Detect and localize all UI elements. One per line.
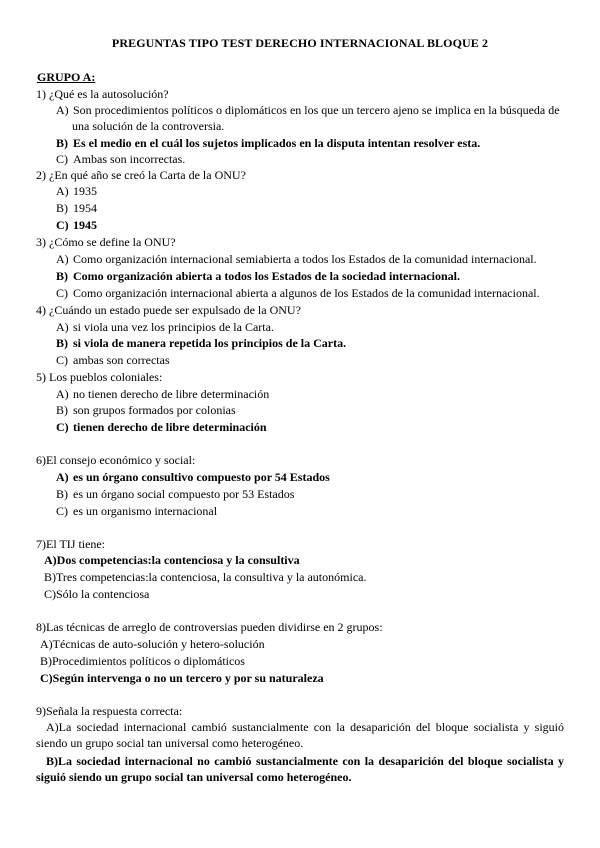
option-label: B) [56,403,68,417]
option-text: Como organización internacional semiabierta a todos los Estados de la comunidad internacional. [73,252,537,266]
option-text: es un organismo internacional [73,504,218,518]
option-label: A) [56,320,69,334]
option-text: son grupos formados por colonias [73,403,236,417]
q3-option-b-correct [56,268,460,284]
option-label: C) [56,218,69,232]
q2-option-a [56,183,97,199]
q8-option-b: B)Procedimientos políticos o diplomáticos [40,654,245,668]
q8-option-a: A)Técnicas de auto-solución y hetero-solución [40,637,265,651]
option-text: es un órgano social compuesto por 53 Estados [73,487,295,501]
q9-option-b-correct: B)La sociedad internacional no cambió sustancialmente con la desaparición del bloque socialista y siguió siendo un grupo social tan universal como heterogéneo. [36,754,564,784]
option-text: 1935 [73,184,97,198]
option-label: A) [56,184,69,198]
option-label: C) [56,286,68,300]
q7-option-a-correct: A)Dos competencias:la contenciosa y la consultiva [44,553,300,567]
option-text: Ambas son incorrectas. [73,152,186,166]
option-label: C) [56,420,69,434]
option-label: B) [56,136,68,150]
q2-option-b [56,200,97,216]
question-1: 1) ¿Qué es la autosolución? [36,87,169,101]
q6-option-a-correct [56,469,330,485]
question-7: 7)El TIJ tiene: [36,537,106,551]
option-text: no tienen derecho de libre determinación [73,387,270,401]
group-heading: GRUPO A: [37,70,96,84]
question-9: 9)Señala la respuesta correcta: [36,704,183,718]
option-label: B) [56,487,68,501]
q6-option-c [56,503,217,519]
option-label: C) [56,353,68,367]
option-text: 1945 [73,218,97,232]
option-label: C) [56,504,68,518]
q7-option-b: B)Tres competencias:la contenciosa, la consultiva y la autonómica. [44,570,367,584]
option-text: tienen derecho de libre determinación [73,420,267,434]
q2-option-c-correct [56,217,97,233]
question-3: 3) ¿Cómo se define la ONU? [36,235,176,249]
q8-option-c-correct: C)Según intervenga o no un tercero y por su naturaleza [40,671,324,685]
q1-option-a [56,102,560,118]
q5-option-c-correct [56,419,267,435]
q4-option-a [56,319,274,335]
option-label: A) [56,252,69,266]
q6-option-b [56,486,294,502]
option-label: A) [56,103,69,117]
q5-option-a [56,386,269,402]
q1-option-a-continued: una solución de la controversia. [72,119,225,133]
question-5: 5) Los pueblos coloniales: [36,370,163,384]
question-2: 2) ¿En qué año se creó la Carta de la ONU? [36,168,246,182]
option-label: C) [56,152,68,166]
q1-option-c [56,151,185,167]
q4-option-c [56,352,170,368]
option-label: B) [56,201,68,215]
option-text: si viola una vez los principios de la Carta. [73,320,274,334]
option-text: Como organización abierta a todos los Estados de la sociedad internacional. [73,269,461,283]
question-8: 8)Las técnicas de arreglo de controversias pueden dividirse en 2 grupos: [36,620,383,634]
q4-option-b-correct [56,335,346,351]
option-label: B) [56,336,68,350]
question-6: 6)El consejo económico y social: [36,453,196,467]
option-text: es un órgano consultivo compuesto por 54 Estados [73,470,330,484]
q1-option-b-correct [56,135,480,151]
q9-option-a: A)La sociedad internacional cambió sustancialmente con la desaparición del bloque socialista y siguió siendo un grupo social tan universal como heterogéneo. [36,720,564,750]
q7-option-c: C)Sólo la contenciosa [44,587,150,601]
option-label: A) [56,387,69,401]
question-4: 4) ¿Cuándo un estado puede ser expulsado de la ONU? [36,303,301,317]
option-text: Son procedimientos políticos o diplomáticos en los que un tercero ajeno se implica en la búsqueda de [73,103,560,117]
option-text: ambas son correctas [73,353,170,367]
option-text: Como organización internacional abierta a algunos de los Estados de la comunidad internacional. [73,286,540,300]
option-text: si viola de manera repetida los principios de la Carta. [73,336,347,350]
option-text: 1954 [73,201,97,215]
page-title: PREGUNTAS TIPO TEST DERECHO INTERNACIONAL BLOQUE 2 [111,36,489,50]
option-label: B) [56,269,68,283]
option-text: Es el medio en el cuál los sujetos implicados en la disputa intentan resolver esta. [73,136,481,150]
q5-option-b [56,402,236,418]
option-label: A) [56,470,69,484]
q3-option-a [56,251,537,267]
q3-option-c [56,285,540,301]
